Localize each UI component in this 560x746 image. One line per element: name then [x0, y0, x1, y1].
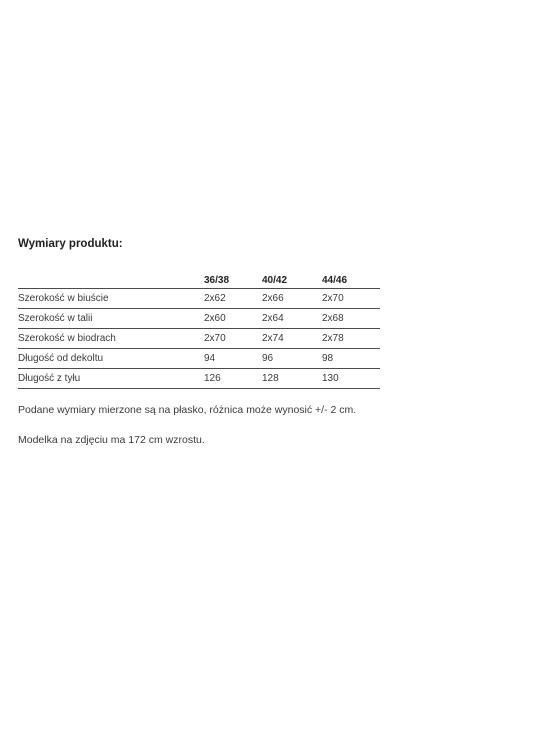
product-dimensions-section	[18, 236, 418, 447]
header-cell-size-40-42: 40/42	[262, 275, 288, 286]
table-cell: 126	[204, 369, 262, 389]
row-label: Szerokość w talii	[18, 309, 204, 329]
table-cell: 96	[262, 349, 322, 369]
table-cell: 98	[322, 349, 380, 369]
section-heading: Wymiary produktu:	[18, 238, 123, 250]
table-row	[18, 329, 380, 349]
row-label: Długość od dekoltu	[18, 349, 204, 369]
table-row	[18, 309, 380, 329]
table-cell: 2x74	[262, 329, 322, 349]
table-cell: 2x66	[262, 289, 322, 309]
table-row	[18, 349, 380, 369]
table-row	[18, 289, 380, 309]
header-cell-size-36-38: 36/38	[204, 275, 230, 286]
row-label: Szerokość w biodrach	[18, 329, 204, 349]
table-cell: 2x68	[322, 309, 380, 329]
table-cell: 2x70	[204, 329, 262, 349]
row-label: Długość z tyłu	[18, 369, 204, 389]
measurement-note: Podane wymiary mierzone są na płasko, różnica może wynosić +/- 2 cm.	[18, 404, 357, 416]
model-height-note: Modelka na zdjęciu ma 172 cm wzrostu.	[18, 434, 205, 446]
header-cell-size-44-46: 44/46	[322, 275, 348, 286]
table-cell: 128	[262, 369, 322, 389]
table-cell: 94	[204, 349, 262, 369]
size-table	[18, 270, 380, 389]
header-cell-label	[18, 270, 204, 289]
size-table-header-row	[18, 270, 380, 289]
table-cell: 2x64	[262, 309, 322, 329]
table-cell: 130	[322, 369, 380, 389]
table-cell: 2x70	[322, 289, 380, 309]
table-row	[18, 369, 380, 389]
table-cell: 2x62	[204, 289, 262, 309]
table-cell: 2x60	[204, 309, 262, 329]
table-cell: 2x78	[322, 329, 380, 349]
row-label: Szerokość w biuście	[18, 289, 204, 309]
